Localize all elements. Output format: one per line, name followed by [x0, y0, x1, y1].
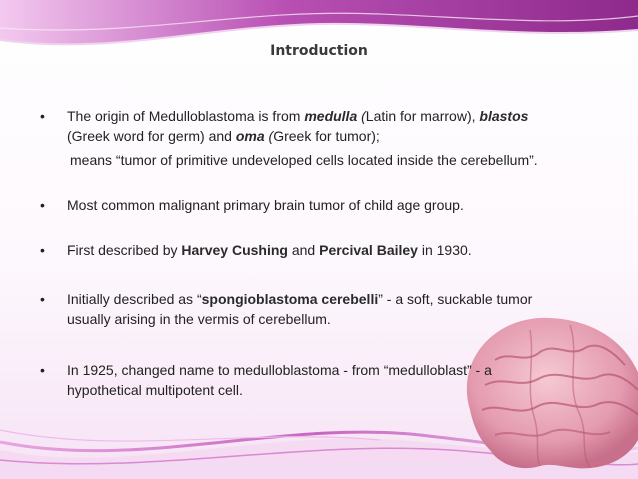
- slide-title: Introduction: [270, 43, 368, 59]
- text-run-bold-italic: medulla: [304, 108, 358, 124]
- text-run-bold: Percival Bailey: [319, 242, 418, 258]
- text-run-italic: (: [357, 108, 366, 124]
- text-run: First described by: [67, 242, 182, 258]
- text-run-bold: spongioblastoma cerebelli: [201, 291, 379, 307]
- text-run: usually arising in the vermis of cerebellum.: [67, 311, 331, 327]
- text-run-italic: (: [264, 128, 274, 144]
- text-run-bold-italic: oma: [235, 128, 265, 144]
- text-run: Initially described as “: [67, 291, 202, 307]
- text-run: ” - a soft, suckable tumor: [378, 291, 533, 307]
- bullet-text: [67, 106, 600, 146]
- bullet-text: [67, 360, 600, 400]
- text-run: In 1925, changed name to medulloblastoma - from “medulloblast” - a: [67, 362, 492, 378]
- top-wave-decoration: [0, 0, 638, 80]
- bullet-text: [67, 240, 600, 260]
- bullet-continuation-text: means “tumor of primitive undeveloped cells located inside the cerebellum”.: [70, 152, 538, 168]
- text-run: in 1930.: [417, 242, 472, 258]
- text-run: (Greek word for germ) and: [67, 128, 236, 144]
- text-run: hypothetical multipotent cell.: [67, 382, 243, 398]
- text-run-bold-italic: blastos: [479, 108, 529, 124]
- bullet-point: •: [40, 291, 45, 307]
- bullet-point: •: [40, 108, 45, 124]
- text-run-bold: Harvey Cushing: [181, 242, 288, 258]
- text-run: The origin of Medulloblastoma is from: [67, 108, 305, 124]
- text-run: Latin for marrow),: [365, 108, 480, 124]
- text-run: Greek for tumor);: [273, 128, 380, 144]
- text-run: and: [287, 242, 320, 258]
- bullet-point: •: [40, 242, 45, 258]
- bullet-text: [67, 289, 600, 329]
- bullet-text: Most common malignant primary brain tumor of child age group.: [67, 197, 464, 213]
- bullet-point: •: [40, 197, 45, 213]
- bullet-point: •: [40, 362, 45, 378]
